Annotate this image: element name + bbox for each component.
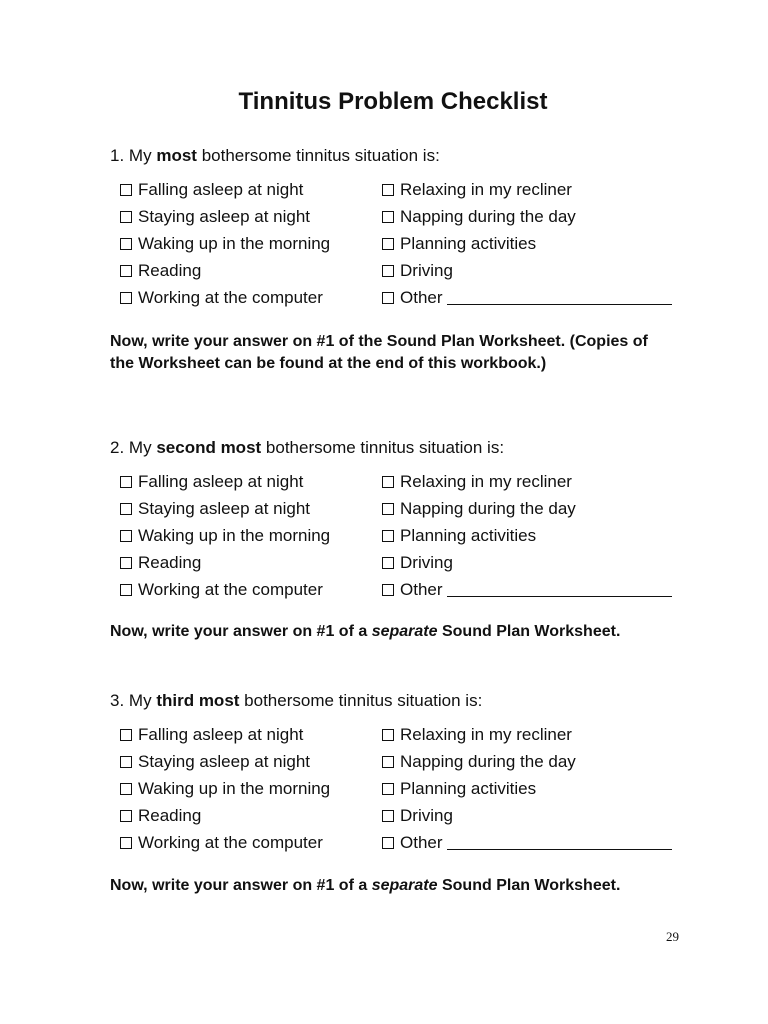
- question-emphasis: most: [156, 146, 197, 165]
- option-relaxing[interactable]: [382, 721, 682, 748]
- option-napping[interactable]: [382, 203, 682, 230]
- option-label: Other: [400, 832, 443, 852]
- option-label: Reading: [138, 260, 202, 280]
- other-write-in-line[interactable]: [447, 582, 672, 597]
- option-waking-up[interactable]: [120, 522, 382, 549]
- option-label: Working at the computer: [138, 287, 323, 307]
- question-number: 3.: [110, 691, 125, 710]
- option-driving[interactable]: [382, 257, 682, 284]
- question-2-heading: [110, 438, 504, 458]
- option-label: Driving: [400, 805, 453, 825]
- option-other[interactable]: [382, 829, 682, 856]
- option-napping[interactable]: [382, 495, 682, 522]
- checkbox-icon[interactable]: [382, 292, 394, 304]
- checkbox-icon[interactable]: [382, 729, 394, 741]
- option-label: Staying asleep at night: [138, 206, 311, 226]
- option-label: Waking up in the morning: [138, 525, 331, 545]
- question-1-instruction: Now, write your answer on #1 of the Sound Plan Worksheet. (Copies of the Worksheet can be found at the end of this workbook.): [110, 333, 648, 372]
- option-label: Waking up in the morning: [138, 778, 331, 798]
- option-label: Staying asleep at night: [138, 498, 311, 518]
- checkbox-icon[interactable]: [382, 476, 394, 488]
- option-label: Driving: [400, 260, 453, 280]
- option-label: Reading: [138, 805, 202, 825]
- option-staying-asleep[interactable]: [120, 203, 382, 230]
- option-label: Driving: [400, 552, 453, 572]
- question-1-heading: [110, 146, 440, 166]
- option-label: Other: [400, 287, 443, 307]
- option-label: Napping during the day: [400, 498, 576, 518]
- question-emphasis: second most: [156, 438, 262, 457]
- option-relaxing[interactable]: [382, 176, 682, 203]
- option-working-computer[interactable]: [120, 576, 382, 603]
- checkbox-icon[interactable]: [382, 810, 394, 822]
- option-waking-up[interactable]: [120, 775, 382, 802]
- question-post: bothersome tinnitus situation is:: [244, 691, 483, 710]
- option-reading[interactable]: [120, 257, 382, 284]
- option-working-computer[interactable]: [120, 284, 382, 311]
- checkbox-icon[interactable]: [120, 184, 132, 196]
- question-post: bothersome tinnitus situation is:: [201, 146, 440, 165]
- option-planning[interactable]: [382, 230, 682, 257]
- page-title: Tinnitus Problem Checklist: [238, 88, 548, 115]
- checkbox-icon[interactable]: [382, 756, 394, 768]
- question-pre: My: [128, 438, 152, 457]
- checkbox-icon[interactable]: [382, 584, 394, 596]
- option-planning[interactable]: [382, 522, 682, 549]
- instruction-text: Now, write your answer on #1 of a: [110, 877, 368, 894]
- checkbox-icon[interactable]: [120, 756, 132, 768]
- checkbox-icon[interactable]: [382, 211, 394, 223]
- option-other[interactable]: [382, 576, 682, 603]
- other-write-in-line[interactable]: [447, 835, 672, 850]
- checkbox-icon[interactable]: [120, 810, 132, 822]
- checkbox-icon[interactable]: [382, 783, 394, 795]
- checkbox-icon[interactable]: [382, 503, 394, 515]
- checkbox-icon[interactable]: [120, 211, 132, 223]
- option-driving[interactable]: [382, 549, 682, 576]
- checkbox-icon[interactable]: [120, 292, 132, 304]
- checkbox-icon[interactable]: [382, 184, 394, 196]
- checkbox-icon[interactable]: [120, 503, 132, 515]
- option-label: Working at the computer: [138, 579, 323, 599]
- option-reading[interactable]: [120, 802, 382, 829]
- option-label: Relaxing in my recliner: [400, 471, 572, 491]
- option-relaxing[interactable]: [382, 468, 682, 495]
- option-staying-asleep[interactable]: [120, 748, 382, 775]
- question-3-options: [120, 721, 690, 856]
- option-napping[interactable]: [382, 748, 682, 775]
- instruction-text: Sound Plan Worksheet.: [441, 877, 621, 894]
- option-working-computer[interactable]: [120, 829, 382, 856]
- checkbox-icon[interactable]: [120, 265, 132, 277]
- checkbox-icon[interactable]: [120, 729, 132, 741]
- other-write-in-line[interactable]: [447, 290, 672, 305]
- option-label: Waking up in the morning: [138, 233, 331, 253]
- option-label: Relaxing in my recliner: [400, 724, 572, 744]
- checkbox-icon[interactable]: [120, 783, 132, 795]
- option-label: Planning activities: [400, 233, 537, 253]
- option-reading[interactable]: [120, 549, 382, 576]
- checkbox-icon[interactable]: [120, 530, 132, 542]
- option-other[interactable]: [382, 284, 682, 311]
- instruction-text: Now, write your answer on #1 of a: [110, 623, 368, 640]
- checkbox-icon[interactable]: [382, 837, 394, 849]
- checkbox-icon[interactable]: [382, 530, 394, 542]
- checkbox-icon[interactable]: [120, 837, 132, 849]
- checkbox-icon[interactable]: [120, 584, 132, 596]
- question-2-options: [120, 468, 690, 603]
- option-label: Falling asleep at night: [138, 724, 304, 744]
- option-label: Falling asleep at night: [138, 471, 304, 491]
- option-falling-asleep[interactable]: [120, 176, 382, 203]
- checkbox-icon[interactable]: [382, 265, 394, 277]
- question-2-instruction: [110, 621, 670, 643]
- option-driving[interactable]: [382, 802, 682, 829]
- option-label: Relaxing in my recliner: [400, 179, 572, 199]
- question-3-instruction: [110, 875, 670, 897]
- checkbox-icon[interactable]: [120, 476, 132, 488]
- option-label: Napping during the day: [400, 751, 576, 771]
- instruction-emphasis: separate: [371, 877, 438, 894]
- checkbox-icon[interactable]: [382, 557, 394, 569]
- option-planning[interactable]: [382, 775, 682, 802]
- question-pre: My: [128, 691, 152, 710]
- instruction-emphasis: separate: [371, 623, 438, 640]
- question-pre: My: [128, 146, 152, 165]
- option-label: Falling asleep at night: [138, 179, 304, 199]
- page-number: 29: [666, 929, 679, 944]
- checkbox-icon[interactable]: [120, 557, 132, 569]
- option-label: Working at the computer: [138, 832, 323, 852]
- option-label: Staying asleep at night: [138, 751, 311, 771]
- option-waking-up[interactable]: [120, 230, 382, 257]
- question-3-heading: [110, 691, 482, 711]
- option-falling-asleep[interactable]: [120, 721, 382, 748]
- checkbox-icon[interactable]: [120, 238, 132, 250]
- question-post: bothersome tinnitus situation is:: [265, 438, 505, 457]
- option-falling-asleep[interactable]: [120, 468, 382, 495]
- option-label: Planning activities: [400, 778, 537, 798]
- question-emphasis: third most: [156, 691, 240, 710]
- checkbox-icon[interactable]: [382, 238, 394, 250]
- option-label: Napping during the day: [400, 206, 576, 226]
- option-label: Reading: [138, 552, 202, 572]
- option-staying-asleep[interactable]: [120, 495, 382, 522]
- question-number: 1.: [110, 146, 125, 165]
- question-number: 2.: [110, 438, 125, 457]
- question-1-options: [120, 176, 690, 311]
- option-label: Other: [400, 579, 443, 599]
- instruction-text: Sound Plan Worksheet.: [441, 623, 621, 640]
- option-label: Planning activities: [400, 525, 537, 545]
